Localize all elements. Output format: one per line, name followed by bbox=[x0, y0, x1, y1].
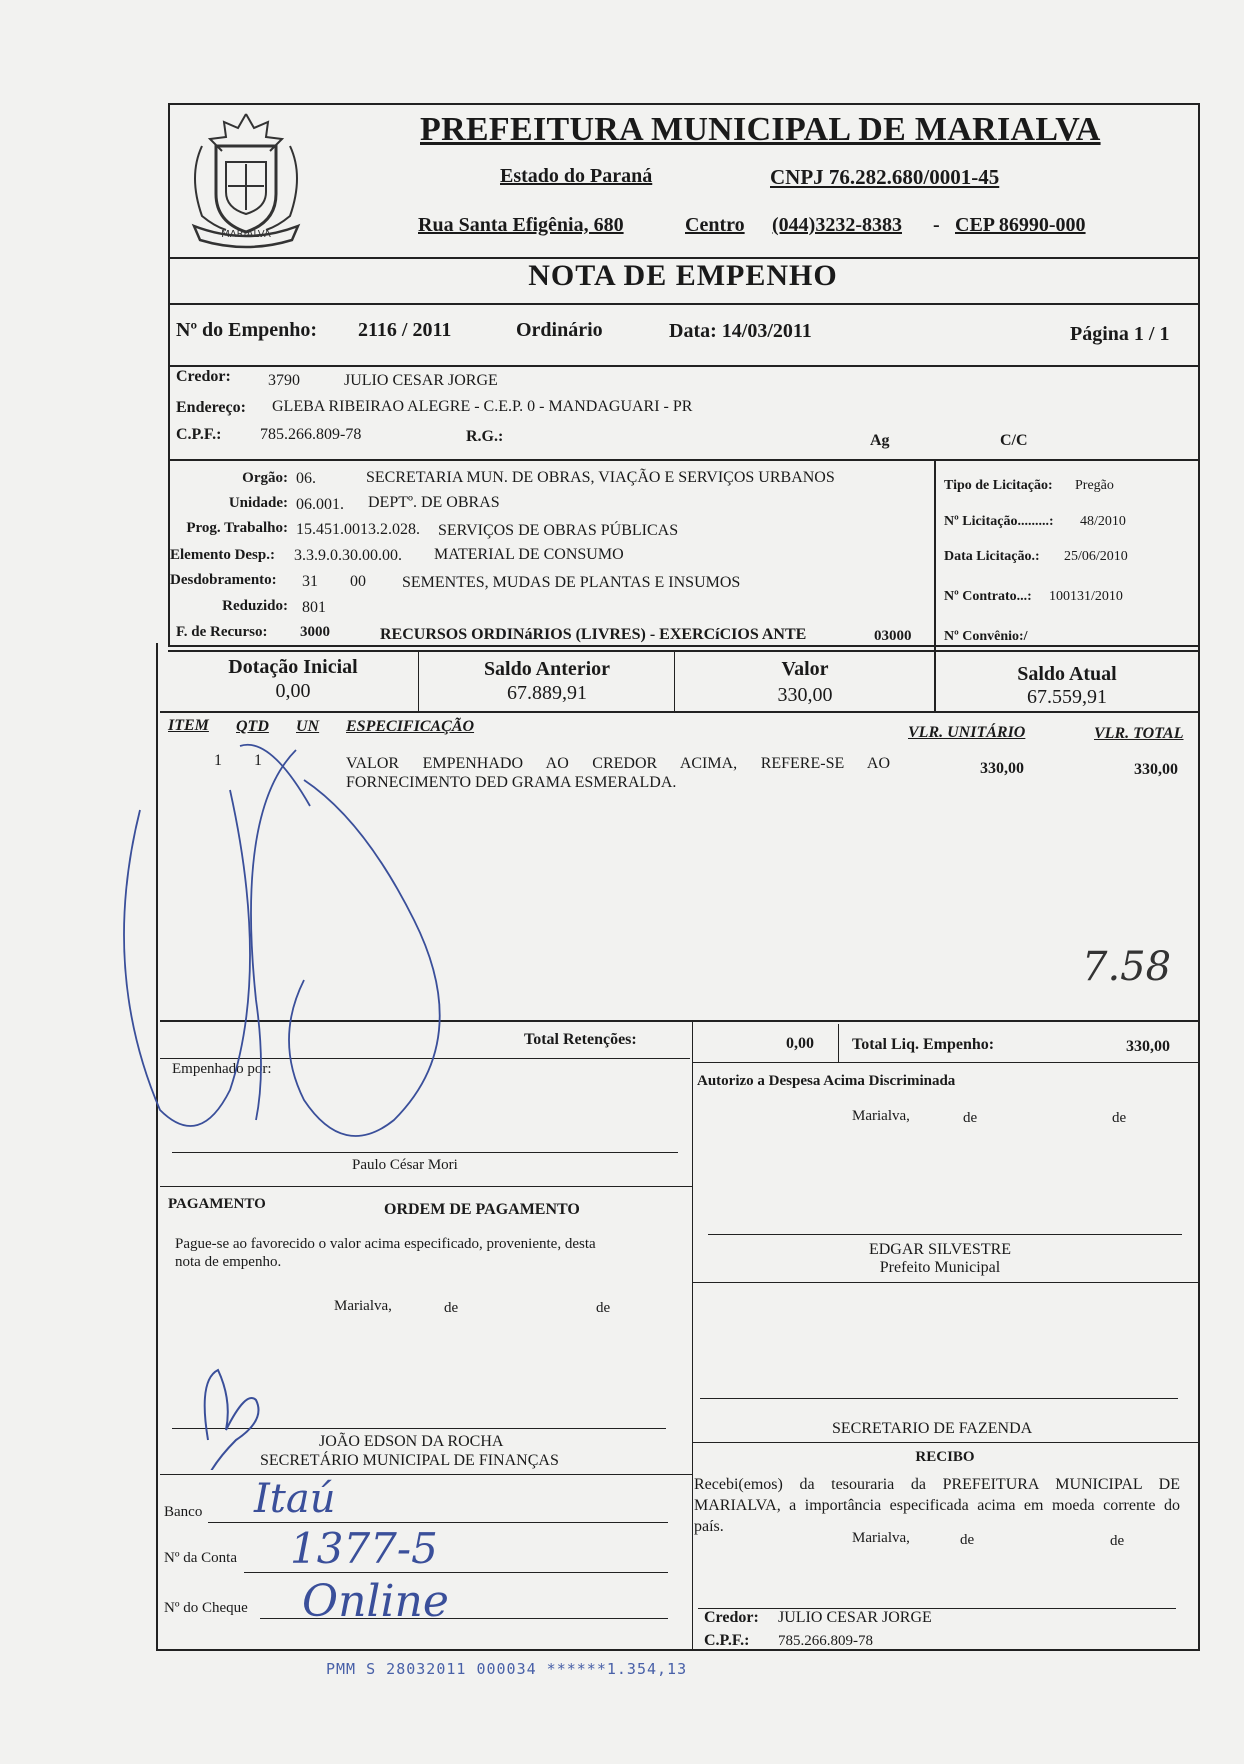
saldo-atual-value: 67.559,91 bbox=[1027, 686, 1107, 708]
banco-line bbox=[208, 1522, 668, 1523]
address: Rua Santa Efigênia, 680 bbox=[418, 214, 624, 236]
data-licitacao-label: Data Licitação.: bbox=[944, 549, 1040, 564]
pen-initials bbox=[188, 1360, 268, 1470]
mayor-role: Prefeito Municipal bbox=[879, 1259, 1001, 1276]
tipo-licitacao-value: Pregão bbox=[1075, 478, 1114, 493]
empenho-date: Data: 14/03/2011 bbox=[669, 320, 812, 342]
autorizo-de1: de bbox=[963, 1110, 978, 1126]
empenhado-name: Paulo César Mori bbox=[352, 1157, 458, 1173]
district: Centro bbox=[685, 214, 745, 236]
coat-of-arms bbox=[172, 106, 320, 254]
liq-empenho-value: 330,00 bbox=[1126, 1038, 1170, 1055]
cnpj: CNPJ 76.282.680/0001-45 bbox=[770, 165, 1000, 189]
divider bbox=[418, 650, 419, 711]
phone: (044)3232-8383 bbox=[772, 214, 902, 236]
page-number: Página 1 / 1 bbox=[1070, 323, 1170, 345]
empenhado-label: Empenhado por: bbox=[172, 1061, 272, 1077]
dotacao-label: Dotação Inicial bbox=[228, 656, 358, 678]
divider bbox=[168, 365, 1198, 367]
recibo-de1: de bbox=[960, 1532, 975, 1548]
rg-label: R.G.: bbox=[466, 428, 504, 445]
pen-signature-large bbox=[120, 740, 460, 1160]
desdobramento-code2: 00 bbox=[350, 573, 366, 590]
item-vlr-total: 330,00 bbox=[1134, 761, 1178, 778]
pagamento-de2: de bbox=[596, 1300, 611, 1316]
autorizo-label: Autorizo a Despesa Acima Discriminada bbox=[697, 1073, 956, 1089]
divider bbox=[692, 1282, 1198, 1283]
finance-secretary-role: SECRETÁRIO MUNICIPAL DE FINANÇAS bbox=[260, 1452, 559, 1469]
empenho-label: Nº do Empenho: bbox=[176, 319, 318, 341]
cheque-handwritten: Online bbox=[302, 1576, 449, 1627]
autorizo-place: Marialva, bbox=[852, 1108, 910, 1124]
creditor-address: GLEBA RIBEIRAO ALEGRE - C.E.P. 0 - MANDAGUARI - PR bbox=[272, 398, 693, 415]
item-vlr-unit: 330,00 bbox=[980, 760, 1024, 777]
recibo-credor-label: Credor: bbox=[704, 1609, 759, 1626]
col-vlr-total: VLR. TOTAL bbox=[1094, 725, 1184, 742]
fazenda-label: SECRETARIO DE FAZENDA bbox=[832, 1420, 1033, 1437]
recibo-place: Marialva, bbox=[852, 1530, 910, 1546]
saldo-anterior-label: Saldo Anterior bbox=[483, 658, 611, 680]
recibo-title: RECIBO bbox=[915, 1449, 975, 1465]
recurso-code: 3000 bbox=[300, 624, 330, 640]
col-vlr-unitario: VLR. UNITÁRIO bbox=[908, 724, 1026, 741]
pagamento-place: Marialva, bbox=[334, 1298, 392, 1314]
banco-handwritten: Itaú bbox=[254, 1476, 336, 1522]
recibo-text2: MARIALVA, a importância especificada acima em moeda corrente do bbox=[694, 1497, 1180, 1514]
divider bbox=[692, 1020, 693, 1649]
divider bbox=[160, 1474, 692, 1475]
empenho-number: 2116 / 2011 bbox=[358, 319, 452, 341]
creditor-cpf: 785.266.809-78 bbox=[260, 426, 362, 443]
orgao-label: Orgão: bbox=[242, 470, 288, 486]
divider bbox=[168, 303, 1198, 305]
recibo-credor: JULIO CESAR JORGE bbox=[778, 1609, 932, 1626]
retencoes-value: 0,00 bbox=[786, 1035, 814, 1052]
valor-value: 330,00 bbox=[777, 684, 833, 706]
divider bbox=[674, 650, 675, 711]
prog-code: 15.451.0013.2.028. bbox=[296, 521, 420, 538]
col-un: UN bbox=[296, 718, 320, 735]
pagamento-text1: Pague-se ao favorecido o valor acima especificado, proveniente, desta bbox=[175, 1236, 596, 1252]
creditor-code: 3790 bbox=[268, 372, 300, 389]
desdobramento-name: SEMENTES, MUDAS DE PLANTAS E INSUMOS bbox=[402, 574, 741, 591]
liq-empenho-label: Total Liq. Empenho: bbox=[852, 1036, 995, 1053]
divider bbox=[160, 711, 1198, 713]
separator: - bbox=[933, 214, 940, 236]
cpf-label: C.P.F.: bbox=[176, 426, 222, 443]
recurso-name: RECURSOS ORDINáRIOS (LIVRES) - EXERCíCIOS ANTE bbox=[380, 626, 807, 643]
banco-label: Banco bbox=[164, 1504, 203, 1520]
elemento-label: Elemento Desp.: bbox=[170, 547, 275, 563]
creditor-label: Credor: bbox=[176, 368, 231, 385]
signature-line bbox=[708, 1234, 1182, 1235]
cep: CEP 86990-000 bbox=[955, 214, 1086, 236]
recurso-extra: 03000 bbox=[874, 628, 912, 644]
divider bbox=[160, 1186, 692, 1187]
contrato-label: Nº Contrato...: bbox=[944, 589, 1032, 604]
ordem-pagamento: ORDEM DE PAGAMENTO bbox=[384, 1201, 580, 1218]
form-frame bbox=[168, 103, 1200, 647]
handwritten-note: 7.58 bbox=[1082, 944, 1172, 990]
conta-label: Nº da Conta bbox=[164, 1550, 237, 1566]
elemento-name: MATERIAL DE CONSUMO bbox=[434, 546, 624, 563]
saldo-atual-label: Saldo Atual bbox=[1017, 663, 1117, 685]
state-label: Estado do Paraná bbox=[500, 165, 653, 187]
item-qtd: 1 bbox=[254, 752, 262, 769]
divider bbox=[692, 1062, 1198, 1063]
address-label: Endereço: bbox=[176, 399, 246, 416]
divider bbox=[692, 1442, 1198, 1443]
valor-label: Valor bbox=[781, 658, 829, 680]
conta-handwritten: 1377-5 bbox=[290, 1524, 438, 1573]
item-desc-line1: VALOR EMPENHADO AO CREDOR ACIMA, REFERE-SE AO bbox=[346, 755, 890, 772]
signature-line bbox=[700, 1398, 1178, 1399]
numero-licitacao-value: 48/2010 bbox=[1080, 514, 1126, 529]
item-number: 1 bbox=[214, 752, 222, 769]
unidade-code: 06.001. bbox=[296, 496, 344, 513]
cc-label: C/C bbox=[1000, 432, 1028, 449]
coat-of-arms-text: MARIALVA bbox=[221, 229, 271, 240]
item-desc-line2: FORNECIMENTO DED GRAMA ESMERALDA. bbox=[346, 774, 677, 791]
saldo-anterior-value: 67.889,91 bbox=[507, 682, 587, 704]
signature-line bbox=[698, 1608, 1176, 1609]
recibo-de2: de bbox=[1110, 1533, 1125, 1549]
unidade-label: Unidade: bbox=[228, 495, 288, 511]
document-title: NOTA DE EMPENHO bbox=[528, 259, 838, 292]
recibo-text3: país. bbox=[694, 1518, 724, 1535]
retencoes-label: Total Retenções: bbox=[524, 1031, 637, 1048]
empenho-type: Ordinário bbox=[516, 319, 603, 341]
creditor-name: JULIO CESAR JORGE bbox=[344, 372, 498, 389]
contrato-value: 100131/2010 bbox=[1049, 589, 1123, 604]
finance-secretary-name: JOÃO EDSON DA ROCHA bbox=[319, 1433, 504, 1450]
cheque-label: Nº do Cheque bbox=[164, 1600, 248, 1616]
tipo-licitacao-label: Tipo de Licitação: bbox=[944, 478, 1053, 493]
divider bbox=[838, 1024, 839, 1062]
recibo-text1: Recebi(emos) da tesouraria da PREFEITURA MUNICIPAL DE bbox=[694, 1476, 1180, 1493]
recibo-cpf: 785.266.809-78 bbox=[778, 1633, 873, 1649]
pagamento-de1: de bbox=[444, 1300, 459, 1316]
orgao-name: SECRETARIA MUN. DE OBRAS, VIAÇÃO E SERVIÇOS URBANOS bbox=[366, 469, 835, 486]
divider bbox=[168, 650, 1198, 652]
col-qtd: QTD bbox=[236, 718, 269, 735]
recibo-cpf-label: C.P.F.: bbox=[704, 1632, 750, 1649]
elemento-code: 3.3.9.0.30.00.00. bbox=[294, 547, 402, 564]
ag-label: Ag bbox=[870, 432, 890, 449]
orgao-code: 06. bbox=[296, 470, 316, 487]
recurso-label: F. de Recurso: bbox=[176, 624, 268, 640]
desdobramento-label: Desdobramento: bbox=[170, 572, 277, 588]
col-especificacao: ESPECIFICAÇÃO bbox=[346, 718, 475, 735]
data-licitacao-value: 25/06/2010 bbox=[1064, 549, 1128, 564]
institution-name: PREFEITURA MUNICIPAL DE MARIALVA bbox=[420, 111, 1101, 148]
reduzido-label: Reduzido: bbox=[222, 598, 288, 614]
dotacao-value: 0,00 bbox=[275, 680, 311, 702]
reduzido-value: 801 bbox=[302, 599, 326, 616]
pagamento-label: PAGAMENTO bbox=[168, 1196, 266, 1212]
numero-licitacao-label: Nº Licitação.........: bbox=[944, 514, 1054, 529]
autorizo-de2: de bbox=[1112, 1110, 1127, 1126]
prog-name: SERVIÇOS DE OBRAS PÚBLICAS bbox=[438, 522, 679, 539]
desdobramento-code1: 31 bbox=[302, 573, 318, 590]
convenio-label: Nº Convênio:/ bbox=[944, 629, 1028, 644]
col-item: ITEM bbox=[168, 717, 209, 734]
mayor-name: EDGAR SILVESTRE bbox=[868, 1241, 1012, 1258]
pagamento-text2: nota de empenho. bbox=[175, 1254, 282, 1270]
prog-label: Prog. Trabalho: bbox=[186, 520, 288, 536]
divider bbox=[168, 459, 1198, 461]
unidade-name: DEPTº. DE OBRAS bbox=[368, 494, 500, 511]
bottom-stamp: PMM S 28032011 000034 ******1.354,13 bbox=[326, 1660, 688, 1678]
